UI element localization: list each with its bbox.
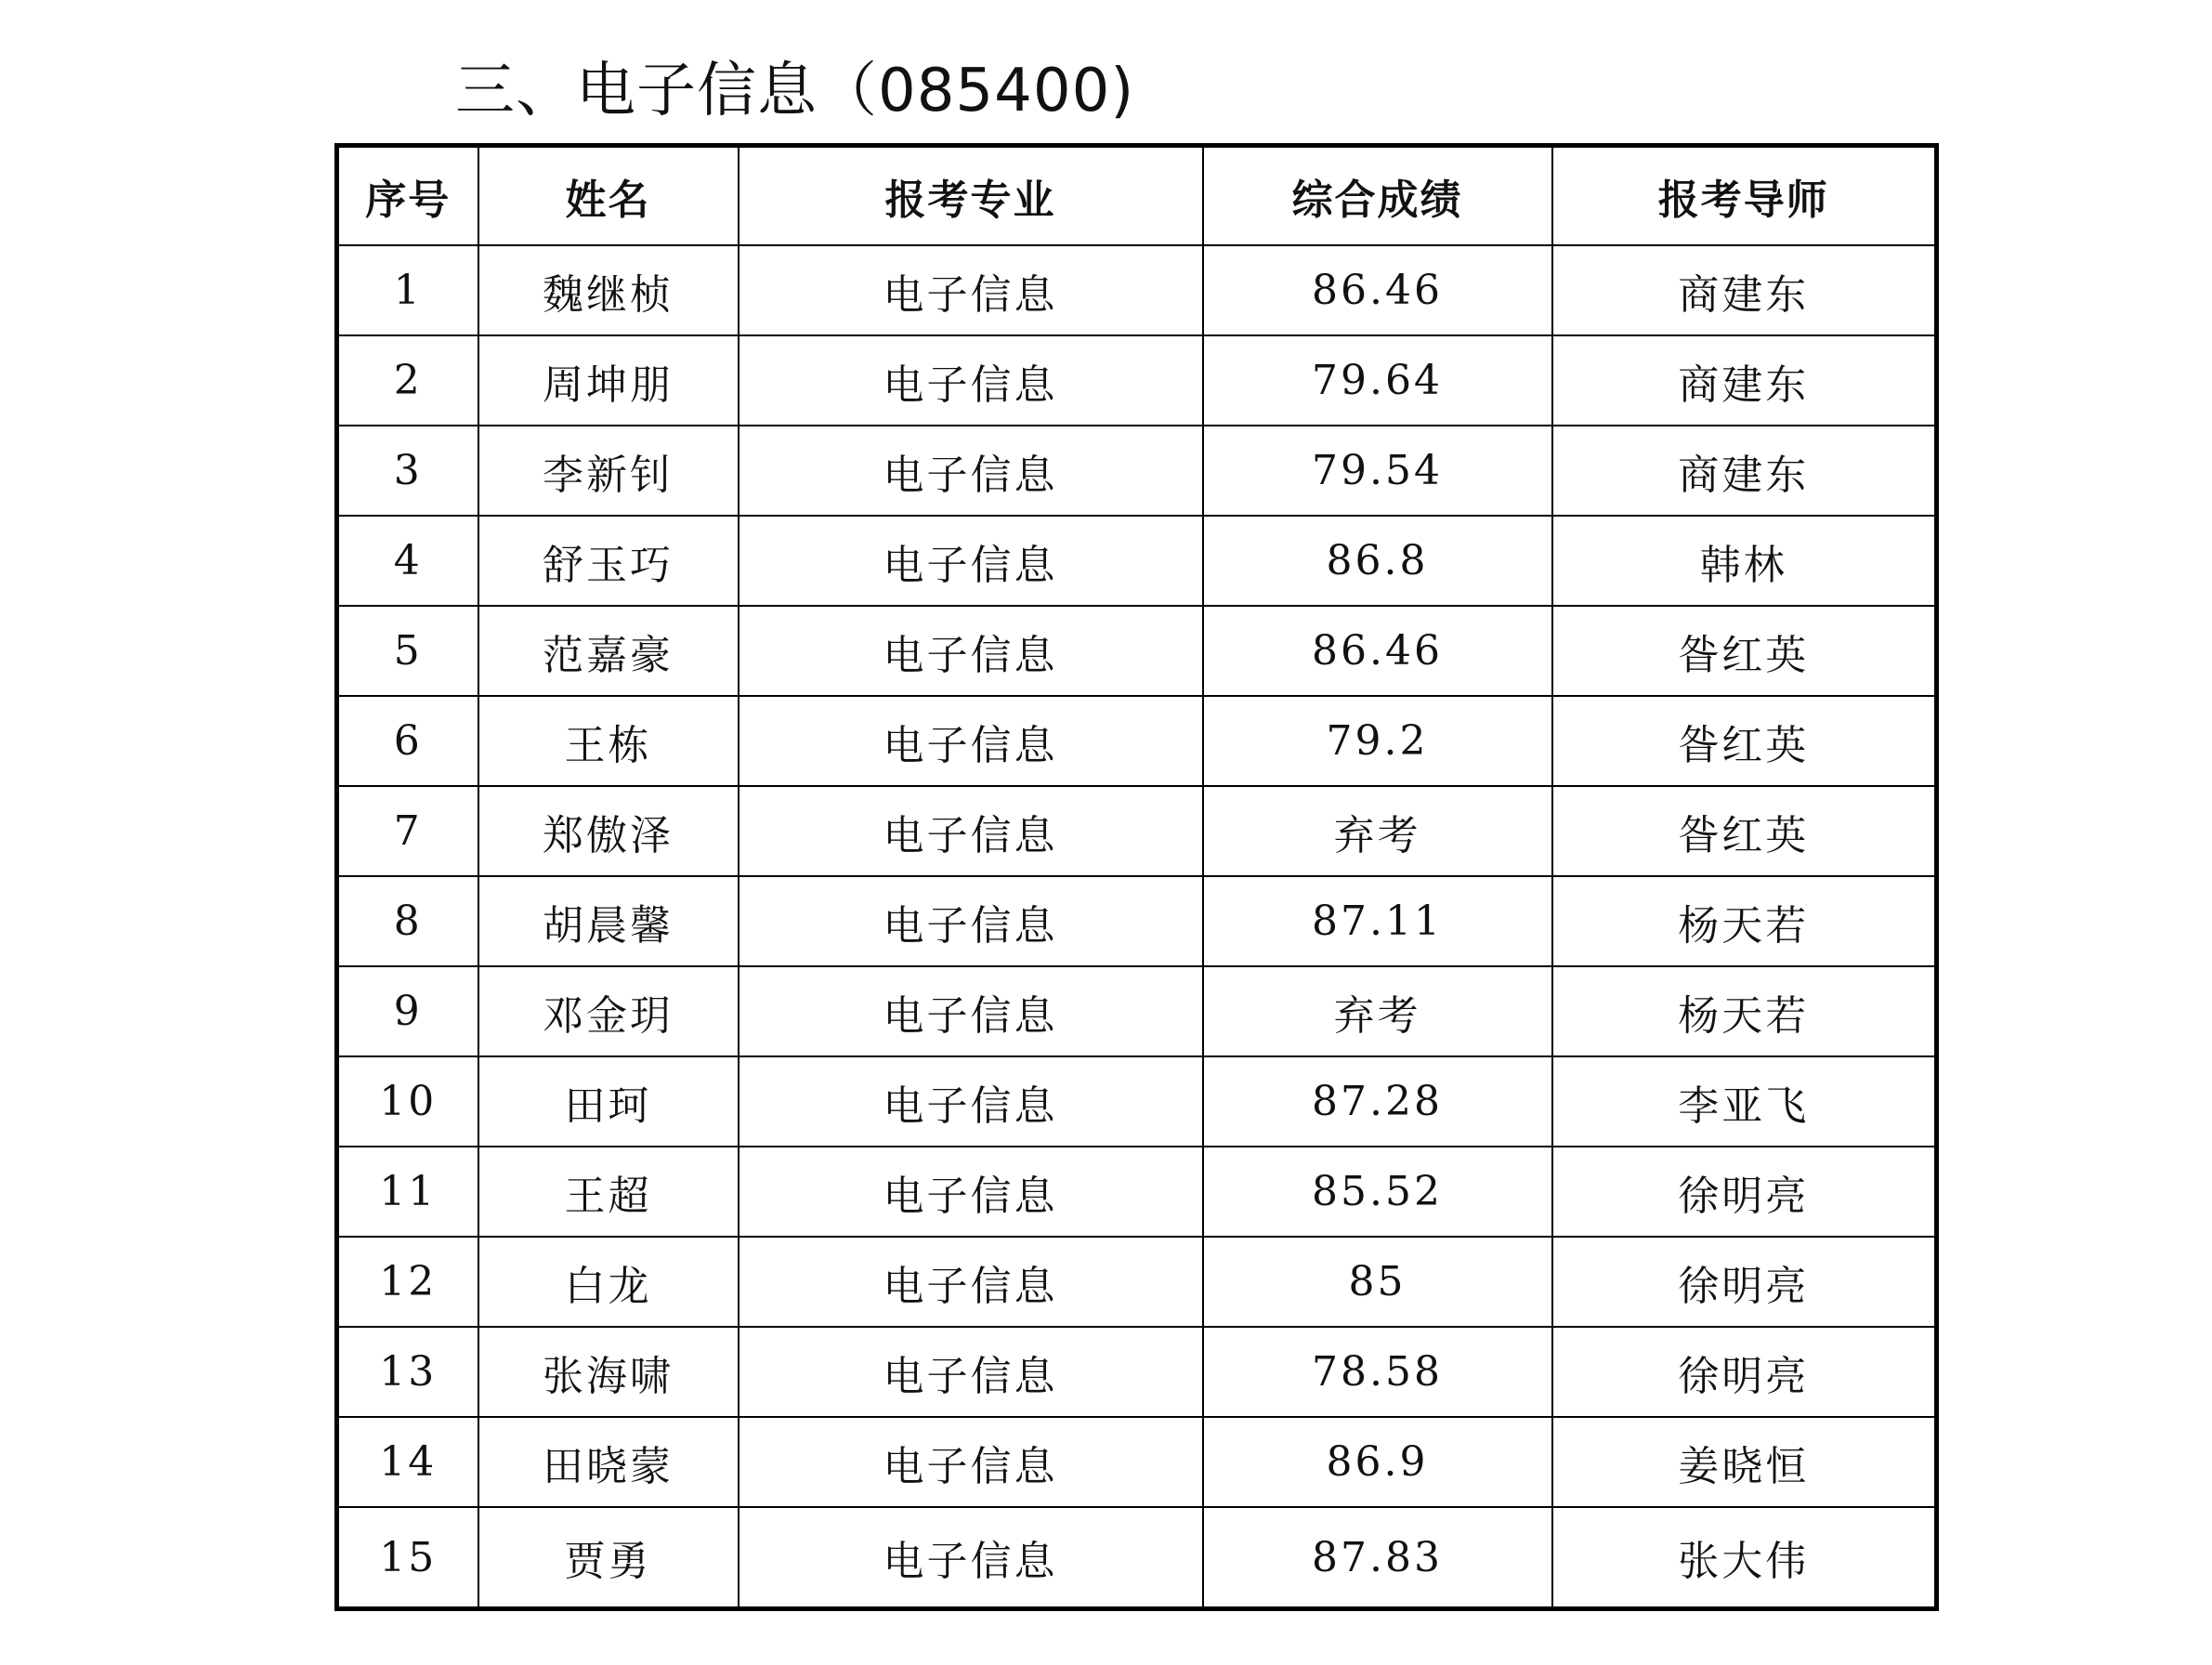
cell-major: 电子信息 (739, 1237, 1203, 1327)
cell-advisor: 商建东 (1552, 245, 1937, 335)
table-row (337, 696, 1937, 786)
cell-advisor: 李亚飞 (1552, 1056, 1937, 1147)
cell-name: 周坤朋 (478, 335, 739, 426)
cell-score: 弃考 (1203, 786, 1552, 876)
cell-no: 5 (337, 606, 478, 696)
header-major: 报考专业 (739, 146, 1203, 246)
cell-name: 王超 (478, 1147, 739, 1237)
cell-advisor: 韩林 (1552, 516, 1937, 606)
table-row (337, 606, 1937, 696)
cell-major: 电子信息 (739, 1327, 1203, 1417)
results-table (334, 143, 1939, 1611)
header-row (337, 146, 1937, 246)
cell-score: 86.8 (1203, 516, 1552, 606)
cell-score: 85.52 (1203, 1147, 1552, 1237)
cell-score: 87.11 (1203, 876, 1552, 966)
cell-name: 田晓蒙 (478, 1417, 739, 1507)
table-row (337, 876, 1937, 966)
cell-major: 电子信息 (739, 966, 1203, 1056)
cell-advisor: 徐明亮 (1552, 1147, 1937, 1237)
cell-no: 4 (337, 516, 478, 606)
table-body (337, 245, 1937, 1609)
header-name: 姓名 (478, 146, 739, 246)
cell-no: 3 (337, 426, 478, 516)
cell-name: 范嘉豪 (478, 606, 739, 696)
cell-advisor: 姜晓恒 (1552, 1417, 1937, 1507)
cell-major: 电子信息 (739, 516, 1203, 606)
table-row (337, 1417, 1937, 1507)
cell-no: 2 (337, 335, 478, 426)
cell-advisor: 徐明亮 (1552, 1237, 1937, 1327)
cell-advisor: 昝红英 (1552, 696, 1937, 786)
cell-advisor: 昝红英 (1552, 786, 1937, 876)
header-no: 序号 (337, 146, 478, 246)
page-title: 三、电子信息（085400) (455, 57, 1135, 125)
header-advisor: 报考导师 (1552, 146, 1937, 246)
cell-major: 电子信息 (739, 426, 1203, 516)
cell-name: 魏继桢 (478, 245, 739, 335)
cell-score: 87.28 (1203, 1056, 1552, 1147)
cell-advisor: 徐明亮 (1552, 1327, 1937, 1417)
table-row (337, 245, 1937, 335)
cell-no: 10 (337, 1056, 478, 1147)
cell-name: 田珂 (478, 1056, 739, 1147)
cell-major: 电子信息 (739, 1147, 1203, 1237)
cell-score: 87.83 (1203, 1507, 1552, 1609)
header-score: 综合成绩 (1203, 146, 1552, 246)
table-row (337, 335, 1937, 426)
table-row (337, 1056, 1937, 1147)
cell-score: 86.46 (1203, 606, 1552, 696)
cell-major: 电子信息 (739, 696, 1203, 786)
cell-advisor: 杨天若 (1552, 966, 1937, 1056)
cell-score: 79.54 (1203, 426, 1552, 516)
cell-advisor: 杨天若 (1552, 876, 1937, 966)
cell-score: 85 (1203, 1237, 1552, 1327)
cell-no: 7 (337, 786, 478, 876)
cell-advisor: 昝红英 (1552, 606, 1937, 696)
cell-score: 79.2 (1203, 696, 1552, 786)
table-row (337, 786, 1937, 876)
cell-major: 电子信息 (739, 786, 1203, 876)
cell-no: 8 (337, 876, 478, 966)
table-row (337, 1147, 1937, 1237)
cell-major: 电子信息 (739, 606, 1203, 696)
cell-no: 12 (337, 1237, 478, 1327)
cell-name: 邓金玥 (478, 966, 739, 1056)
cell-name: 舒玉巧 (478, 516, 739, 606)
cell-no: 11 (337, 1147, 478, 1237)
cell-major: 电子信息 (739, 245, 1203, 335)
table-row (337, 1327, 1937, 1417)
cell-no: 6 (337, 696, 478, 786)
cell-advisor: 张大伟 (1552, 1507, 1937, 1609)
cell-score: 86.9 (1203, 1417, 1552, 1507)
cell-name: 白龙 (478, 1237, 739, 1327)
cell-name: 贾勇 (478, 1507, 739, 1609)
cell-no: 1 (337, 245, 478, 335)
table-row (337, 426, 1937, 516)
cell-name: 王栋 (478, 696, 739, 786)
cell-score: 86.46 (1203, 245, 1552, 335)
table-row (337, 1507, 1937, 1609)
table-row (337, 966, 1937, 1056)
cell-major: 电子信息 (739, 1056, 1203, 1147)
cell-score: 弃考 (1203, 966, 1552, 1056)
cell-no: 13 (337, 1327, 478, 1417)
cell-name: 张海啸 (478, 1327, 739, 1417)
cell-name: 胡晨馨 (478, 876, 739, 966)
cell-advisor: 商建东 (1552, 335, 1937, 426)
cell-no: 14 (337, 1417, 478, 1507)
cell-major: 电子信息 (739, 1417, 1203, 1507)
table-row (337, 516, 1937, 606)
cell-advisor: 商建东 (1552, 426, 1937, 516)
cell-score: 79.64 (1203, 335, 1552, 426)
table-row (337, 1237, 1937, 1327)
cell-name: 李新钊 (478, 426, 739, 516)
cell-major: 电子信息 (739, 1507, 1203, 1609)
cell-major: 电子信息 (739, 876, 1203, 966)
cell-no: 9 (337, 966, 478, 1056)
cell-score: 78.58 (1203, 1327, 1552, 1417)
cell-name: 郑傲泽 (478, 786, 739, 876)
cell-major: 电子信息 (739, 335, 1203, 426)
cell-no: 15 (337, 1507, 478, 1609)
